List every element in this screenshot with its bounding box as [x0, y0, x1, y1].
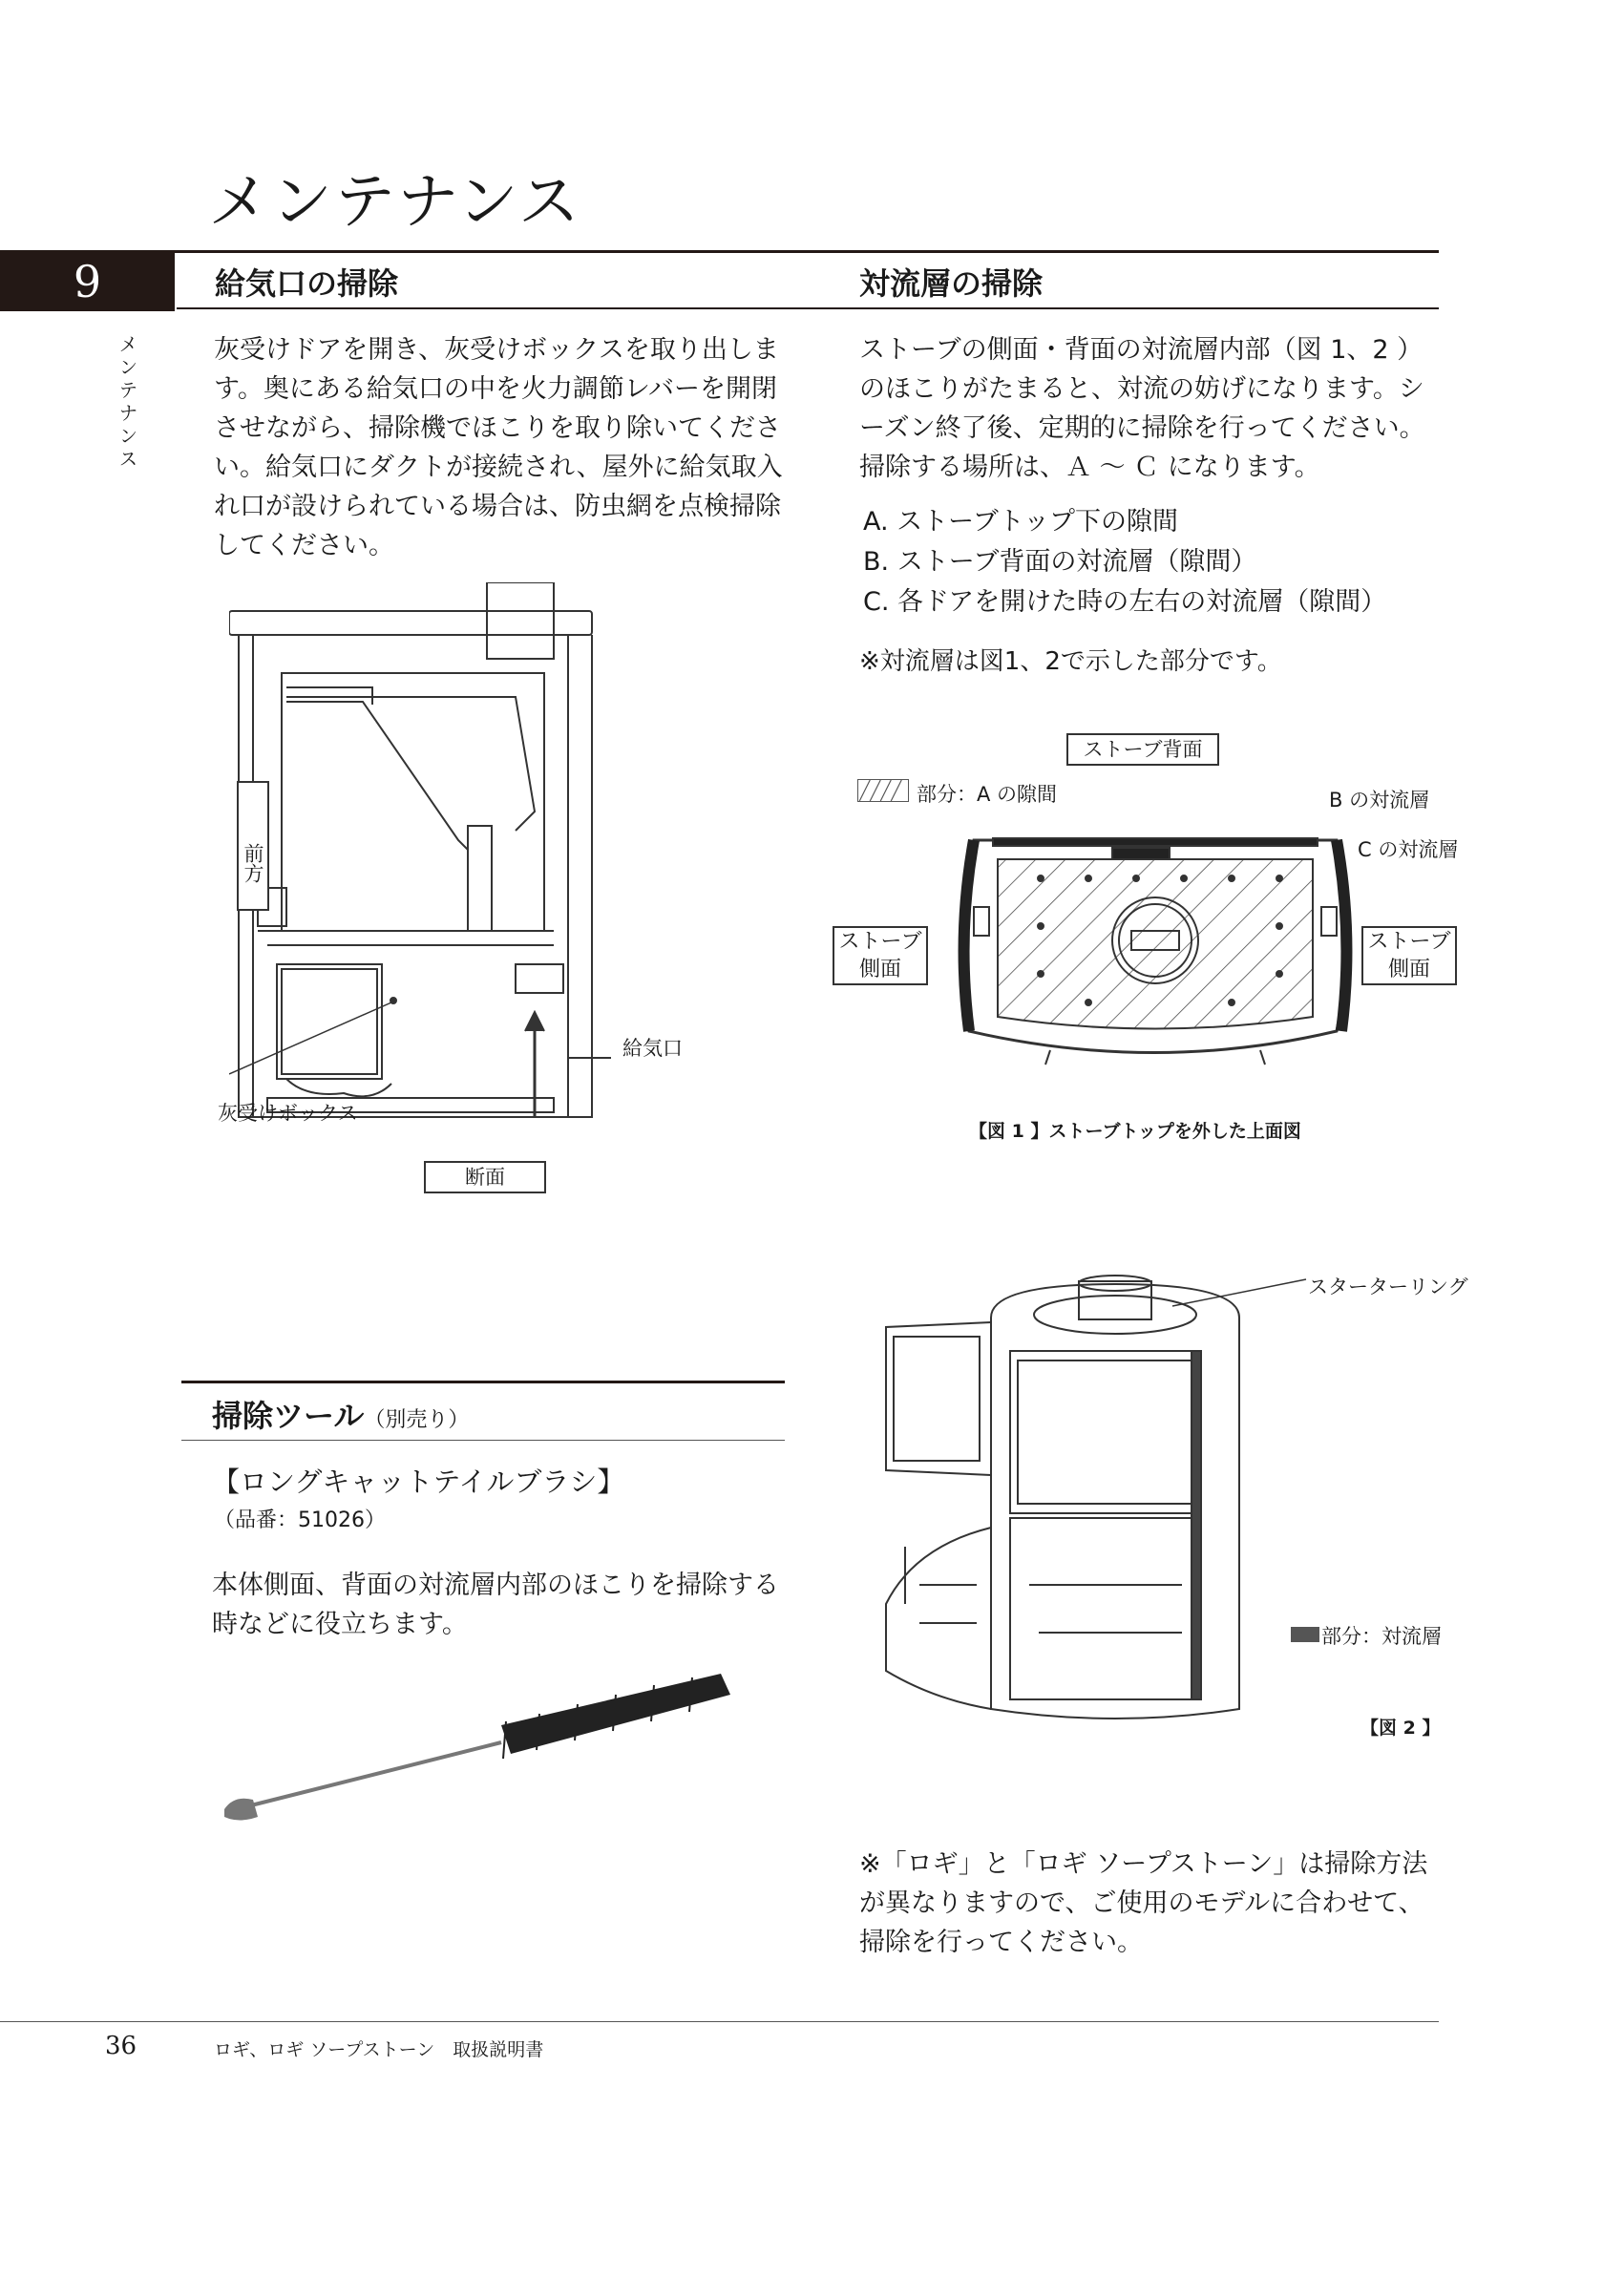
heading-rule	[177, 307, 1439, 309]
intake-body: 灰受けドアを開き、灰受けボックスを取り出します。奥にある給気口の中を火力調節レバーを開閉させながら、掃除機でほこりを取り除いてください。給気口にダクトが接続され、屋外に給気取入れ口が設けられている場合は、防虫網を点検掃除してください。	[214, 335, 783, 560]
model-note: ※「ロギ」と「ロギ ソープストーン」は掃除方法が異なりますので、ご使用のモデルに合わせて、掃除を行ってください。	[859, 1849, 1428, 1957]
cattail-brush-image	[215, 1666, 745, 1828]
intake-heading: 給気口の掃除	[215, 265, 399, 302]
stove-open-door-diagram	[876, 1270, 1335, 1766]
hatch-legend-swatch	[857, 779, 909, 802]
tools-heading	[212, 1392, 469, 1436]
label-intake: 給気口	[622, 1037, 683, 1060]
label-convection-b: B の対流層	[1329, 789, 1430, 812]
stove-section-diagram	[229, 582, 611, 1131]
label-section: 断面	[424, 1161, 546, 1193]
tools-rule	[181, 1381, 785, 1383]
tools-rule-thin	[181, 1440, 785, 1441]
brush-description: 本体側面、背面の対流層内部のほこりを掃除する時などに役立ちます。	[212, 1571, 779, 1639]
figure2-caption: 【図 2 】	[1360, 1718, 1441, 1739]
list-item: B. ストーブ背面の対流層（隙間）	[863, 547, 1257, 577]
label-stove-back: ストーブ背面	[1066, 733, 1219, 766]
brush-name: 【ロングキャットテイルブラシ】	[212, 1466, 625, 1498]
convection-note: ※対流層は図1、2で示した部分です。	[859, 647, 1282, 676]
title-rule	[0, 250, 1439, 253]
brush-code: （品番：51026）	[214, 1508, 386, 1532]
label-convection-c: C の対流層	[1358, 838, 1459, 861]
tools-heading-note: （別売り）	[364, 1408, 470, 1432]
legend-convection: 部分：対流層	[1321, 1625, 1442, 1648]
figure1-caption: 【図 1 】ストーブトップを外した上面図	[969, 1121, 1301, 1142]
page-number: 36	[105, 2032, 137, 2060]
convection-heading: 対流層の掃除	[859, 265, 1044, 302]
label-starter-ring: スターターリング	[1308, 1276, 1468, 1298]
convection-legend-swatch	[1291, 1627, 1319, 1642]
label-stove-side-left: ストーブ側面	[833, 926, 928, 985]
stove-top-view-diagram	[955, 821, 1356, 1098]
side-tab: メンテナンス	[116, 334, 138, 472]
label-stove-side-right: ストーブ側面	[1361, 926, 1457, 985]
list-item: A. ストーブトップ下の隙間	[863, 507, 1179, 537]
section-number: 9	[73, 256, 102, 307]
page-title: メンテナンス	[208, 167, 581, 238]
convection-body: ストーブの側面・背面の対流層内部（図 1、2 ）のほこりがたまると、対流の妨げになります。シーズン終了後、定期的に掃除を行ってください。掃除する場所は、Ａ 〜 Ｃ になります。	[859, 335, 1425, 482]
tools-heading-text: 掃除ツール	[212, 1398, 365, 1434]
footer-title: ロギ、ロギ ソープストーン 取扱説明書	[214, 2039, 544, 2060]
label-front: 前方	[237, 781, 269, 911]
legend-gap-a: 部分：A の隙間	[917, 783, 1058, 806]
label-ashbox: 灰受けボックス	[218, 1102, 358, 1125]
footer-rule	[0, 2021, 1439, 2022]
area-list	[863, 502, 1436, 622]
list-item: C. 各ドアを開けた時の左右の対流層（隙間）	[863, 587, 1387, 617]
